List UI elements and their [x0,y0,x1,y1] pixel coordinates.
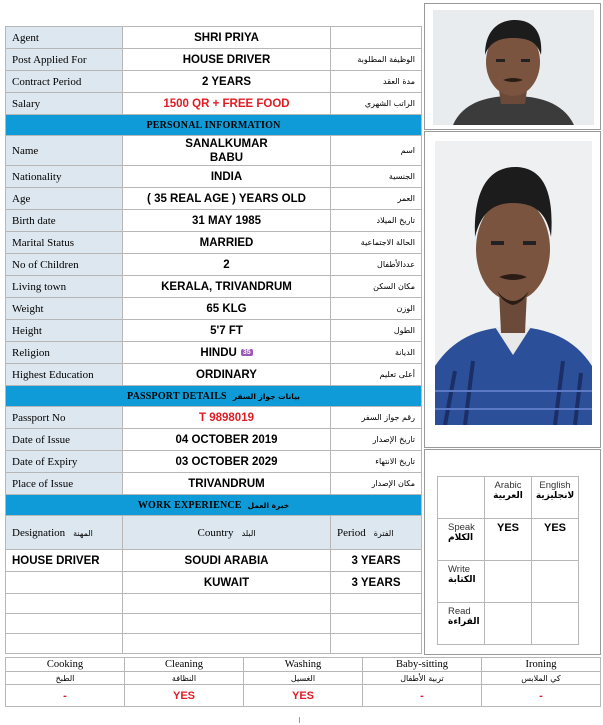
weight-value: 65 KLG [123,298,331,320]
row-living-town [6,276,422,298]
skill-label: Cleaning [125,658,244,672]
small-photo-frame [424,3,601,130]
work-country: KUWAIT [123,572,331,594]
country-header [123,516,331,550]
living-town-label: Living town [6,276,123,298]
passport-heading [6,386,422,407]
skill-value: - [363,685,482,707]
period-header [331,516,422,550]
row-issue [6,429,422,451]
work-row [6,572,422,594]
skill-label: Ironing [482,658,601,672]
skill-label: Cooking [6,658,125,672]
passport-no-ar: رقم جواز السفر [331,407,422,429]
large-photo-frame [424,131,601,448]
row-place [6,473,422,495]
birth-date-value: 31 MAY 1985 [123,210,331,232]
arabic-header [485,477,532,519]
designation-header-text: Designation [12,526,66,539]
arabic-header-ar: العربية [493,491,523,501]
issue-ar: تاريخ الإصدار [331,429,422,451]
english-write [532,561,579,603]
row-nationality [6,166,422,188]
expiry-ar: تاريخ الانتهاء [331,451,422,473]
name-label: Name [6,136,123,166]
skill-value: YES [125,685,244,707]
age-value: ( 35 REAL AGE ) YEARS OLD [123,188,331,210]
religion-value [123,342,331,364]
row-education [6,364,422,386]
english-header-text: English [539,480,571,491]
agent-value: SHRI PRIYA [123,27,331,49]
designation-header-ar: المهنة [73,528,93,538]
language-header-row [438,477,579,519]
skill-label: Washing [244,658,363,672]
children-ar: عددالأطفال [331,254,422,276]
issue-value: 04 OCTOBER 2019 [123,429,331,451]
language-row [438,519,579,561]
page-divider-mark [299,717,300,723]
work-country: SOUDI ARABIA [123,550,331,572]
english-header [532,477,579,519]
section-passport [6,386,422,407]
religion-ar: الديانة [331,342,422,364]
nationality-ar: الجنسية [331,166,422,188]
portrait-small-icon [433,10,594,125]
education-ar: أعلى تعليم [331,364,422,386]
nationality-label: Nationality [6,166,123,188]
country-header-ar: البلد [241,528,256,538]
row-agent [6,27,422,49]
period-header-text: Period [337,526,366,539]
arabic-speak: YES [485,519,532,561]
marital-label: Marital Status [6,232,123,254]
living-town-ar: مكان السكن [331,276,422,298]
english-read [532,603,579,645]
post-value: HOUSE DRIVER [123,49,331,71]
skill-label: Baby-sitting [363,658,482,672]
work-row [6,550,422,572]
skills-table [5,657,601,707]
marital-ar: الحالة الاجتماعية [331,232,422,254]
contract-label: Contract Period [6,71,123,93]
work-period: 3 YEARS [331,572,422,594]
skill-value: YES [244,685,363,707]
religion-label: Religion [6,342,123,364]
religion-badge: 35 [242,348,251,356]
row-expiry [6,451,422,473]
post-ar: الوظيفة المطلوبة [331,49,422,71]
place-ar: مكان الإصدار [331,473,422,495]
skill-label-ar: الغسيل [244,672,363,685]
passport-heading-text: PASSPORT DETAILS [127,390,227,402]
english-header-ar: لانجليزية [535,491,575,501]
language-row [438,561,579,603]
skill-label-ar: الطبخ [6,672,125,685]
salary-value: 1500 QR + FREE FOOD [123,93,331,115]
language-row-label [438,561,485,603]
language-row-label-ar: الكلام [448,533,474,543]
religion-text: HINDU [200,346,237,359]
expiry-label: Date of Expiry [6,451,123,473]
agent-label: Agent [6,27,123,49]
skills-label-row [6,658,601,672]
skills-arabic-row [6,672,601,685]
designation-header [6,516,123,550]
section-personal [6,115,422,136]
row-birth-date [6,210,422,232]
language-row-label [438,519,485,561]
passport-no-label: Passport No [6,407,123,429]
skills-value-row [6,685,601,707]
salary-label: Salary [6,93,123,115]
row-religion [6,342,422,364]
passport-no-value: T 9898019 [123,407,331,429]
personal-heading: PERSONAL INFORMATION [6,115,422,136]
age-label: Age [6,188,123,210]
work-heading [6,495,422,516]
weight-label: Weight [6,298,123,320]
language-table [437,476,579,645]
work-designation: HOUSE DRIVER [6,550,123,572]
nationality-value: INDIA [123,166,331,188]
birth-date-label: Birth date [6,210,123,232]
skill-label-ar: النظافة [125,672,244,685]
contract-value: 2 YEARS [123,71,331,93]
skill-label-ar: كي الملابس [482,672,601,685]
work-row-empty [6,614,422,634]
salary-ar: الراتب الشهري [331,93,422,115]
country-header-text: Country [197,526,234,539]
work-row-empty [6,594,422,614]
work-heading-text: WORK EXPERIENCE [137,499,242,511]
row-post [6,49,422,71]
language-box [424,449,601,655]
row-children [6,254,422,276]
arabic-read [485,603,532,645]
education-value: ORDINARY [123,364,331,386]
skill-label-ar: تربية الأطفال [363,672,482,685]
name-ar: اسم [331,136,422,166]
language-row-label-ar: الكتابة [448,575,476,585]
row-contract [6,71,422,93]
education-label: Highest Education [6,364,123,386]
name-value [123,136,331,166]
small-photo [433,10,594,125]
height-ar: الطول [331,320,422,342]
issue-label: Date of Issue [6,429,123,451]
agent-ar [331,27,422,49]
birth-date-ar: تاريخ الميلاد [331,210,422,232]
row-salary [6,93,422,115]
skill-value: - [482,685,601,707]
work-header-row [6,516,422,550]
age-ar: العمر [331,188,422,210]
cv-table [5,26,422,654]
language-row [438,603,579,645]
row-age [6,188,422,210]
period-header-ar: الفترة [373,528,394,538]
children-value: 2 [123,254,331,276]
english-speak: YES [532,519,579,561]
work-row-empty [6,634,422,654]
row-marital [6,232,422,254]
children-label: No of Children [6,254,123,276]
row-passport-no [6,407,422,429]
post-label: Post Applied For [6,49,123,71]
name-line2: BABU [209,151,244,164]
weight-ar: الوزن [331,298,422,320]
work-designation [6,572,123,594]
height-label: Height [6,320,123,342]
place-value: TRIVANDRUM [123,473,331,495]
skill-value: - [6,685,125,707]
language-corner [438,477,485,519]
work-period: 3 YEARS [331,550,422,572]
place-label: Place of Issue [6,473,123,495]
portrait-large-icon [435,141,592,425]
row-height [6,320,422,342]
large-photo [435,141,592,425]
arabic-header-text: Arabic [494,480,522,491]
name-line1: SANALKUMAR [185,137,268,150]
row-name [6,136,422,166]
expiry-value: 03 OCTOBER 2029 [123,451,331,473]
language-row-label [438,603,485,645]
contract-ar: مدة العقد [331,71,422,93]
row-weight [6,298,422,320]
work-heading-ar: خبرة العمل [247,500,290,510]
section-work [6,495,422,516]
language-row-label-ar: القراءة [448,617,480,627]
height-value: 5'7 FT [123,320,331,342]
language-row-label-text: Speak [448,522,475,533]
language-row-label-text: Write [448,564,470,575]
arabic-write [485,561,532,603]
language-row-label-text: Read [448,606,471,617]
passport-heading-ar: بيانات جواز السفر [232,391,300,401]
marital-value: MARRIED [123,232,331,254]
living-town-value: KERALA, TRIVANDRUM [123,276,331,298]
